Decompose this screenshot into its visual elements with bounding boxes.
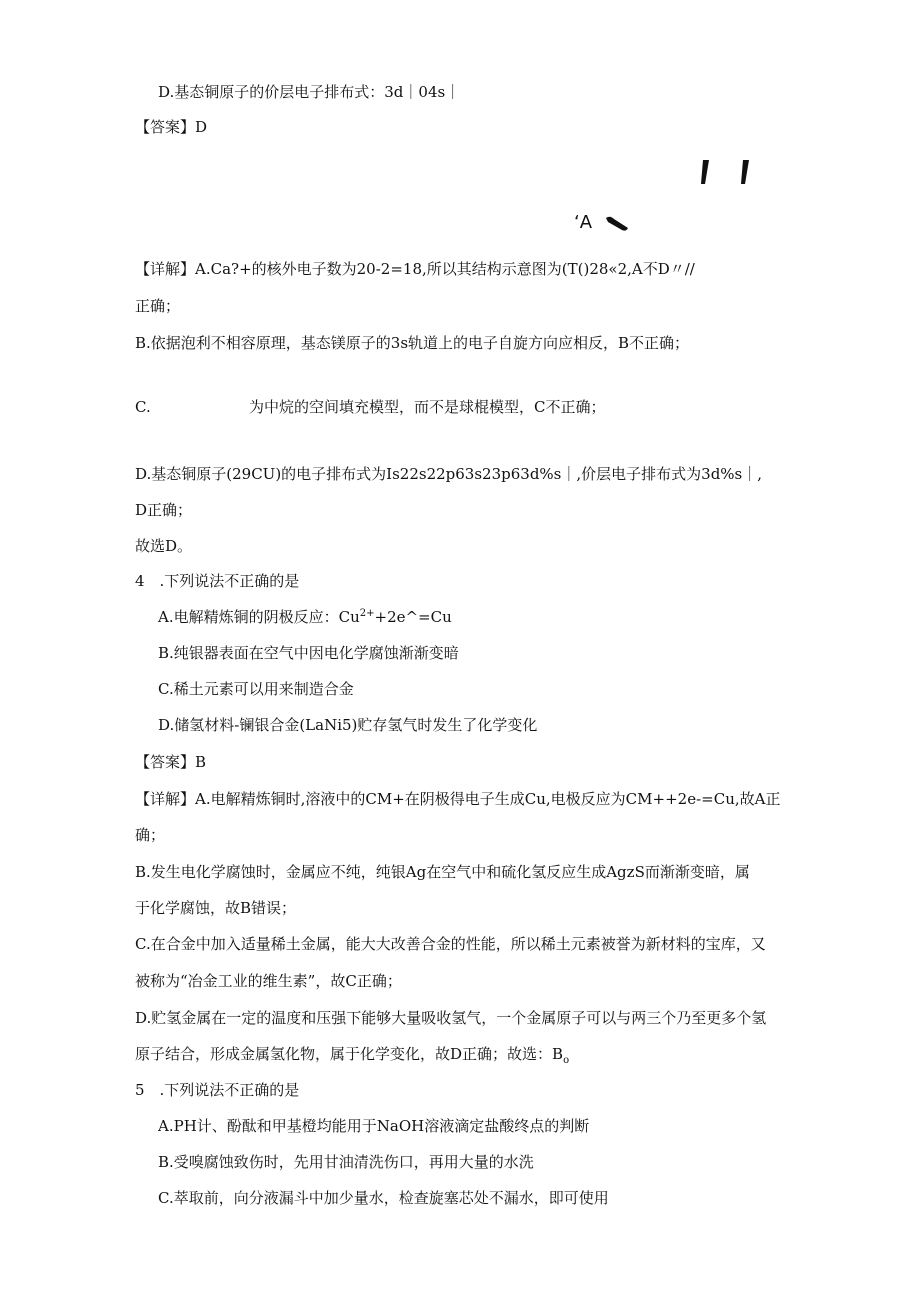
figure-fragment-label: ‘A [574, 212, 593, 233]
q4-detail-b: B.发生电化学腐蚀时，金属应不纯，纯银Ag在空气中和硫化氢反应生成AgzS而渐渐变暗，属 [135, 863, 750, 881]
q4-option-c: C.稀土元素可以用来制造合金 [158, 680, 354, 698]
q4-detail-b-cont: 于化学腐蚀，故B错误； [135, 899, 297, 917]
q4-option-a [158, 607, 452, 627]
q5-stem: 5 .下列说法不正确的是 [135, 1081, 300, 1099]
orbital-arrow-right-mark [741, 160, 749, 184]
q3-detail-c-label: C. [135, 398, 151, 416]
q3-detail-d: D.基态铜原子(29CU)的电子排布式为Is22s22p63s23p63d%s｜,价层电子排布式为3d%s｜, [135, 465, 763, 483]
q3-detail-a: 【详解】A.Ca?+的核外电子数为20-2=18,所以其结构示意图为(T()28«2,A不D〃// [135, 260, 695, 278]
q3-answer: 【答案】D [135, 118, 208, 136]
q4-detail-a-cont: 确； [135, 826, 166, 844]
q4-option-a-pre: A.电解精炼铜的阴极反应：Cu [158, 608, 360, 626]
q4-detail-d-cont [135, 1044, 569, 1071]
q3-option-d: D.基态铜原子的价层电子排布式：3d｜04s｜ [158, 83, 461, 101]
orbital-arrow-left-mark [701, 160, 709, 184]
q5-option-c: C.萃取前，向分液漏斗中加少量水，检查旋塞芯处不漏水，即可使用 [158, 1189, 609, 1207]
q4-detail-d: D.贮氢金属在一定的温度和压强下能够大量吸收氢气，一个金属原子可以与两三个乃至更多个氢 [135, 1009, 767, 1027]
q4-option-d: D.储氢材料-镧银合金(LaNi5)贮存氢气时发生了化学变化 [158, 716, 538, 734]
q3-detail-a-cont: 正确； [135, 297, 181, 315]
q3-conclusion: 故选D。 [135, 537, 193, 555]
figure-fragment-stroke-icon [604, 214, 630, 234]
q4-detail-c-cont: 被称为“冶金工业的维生素”，故C正确； [135, 972, 402, 990]
q3-detail-d-cont: D正确； [135, 501, 193, 519]
q4-detail-c: C.在合金中加入适量稀土金属，能大大改善合金的性能，所以稀土元素被誉为新材料的宝库，又 [135, 935, 766, 953]
q4-option-a-sup: 2+ [359, 608, 375, 619]
q3-detail-b: B.依据泡利不相容原理，基态镁原子的3s轨道上的电子自旋方向应相反，B不正确； [135, 334, 690, 352]
q4-detail-d-cont-sub: o [563, 1055, 570, 1066]
q5-option-b: B.受嗅腐蚀致伤时，先用甘油清洗伤口，再用大量的水洗 [158, 1153, 534, 1171]
orbital-diagram-fragment-icon [695, 158, 765, 188]
q4-option-a-post: +2e^=Cu [374, 608, 452, 626]
q4-answer: 【答案】B [135, 753, 207, 771]
q4-stem: 4 .下列说法不正确的是 [135, 572, 300, 590]
q4-detail-d-cont-pre: 原子结合，形成金属氢化物，属于化学变化，故D正确；故选：B [135, 1045, 564, 1063]
q3-detail-c-text: 为中烷的空间填充模型，而不是球棍模型，C不正确； [249, 398, 606, 416]
q4-option-b: B.纯银器表面在空气中因电化学腐蚀渐渐变暗 [158, 644, 459, 662]
q4-detail-a: 【详解】A.电解精炼铜时,溶液中的CM+在阴极得电子生成Cu,电极反应为CM++2e-=Cu,故A正 [135, 790, 781, 808]
q5-option-a: A.PH计、酚酞和甲基橙均能用于NaOH溶液滴定盐酸终点的判断 [158, 1117, 590, 1135]
